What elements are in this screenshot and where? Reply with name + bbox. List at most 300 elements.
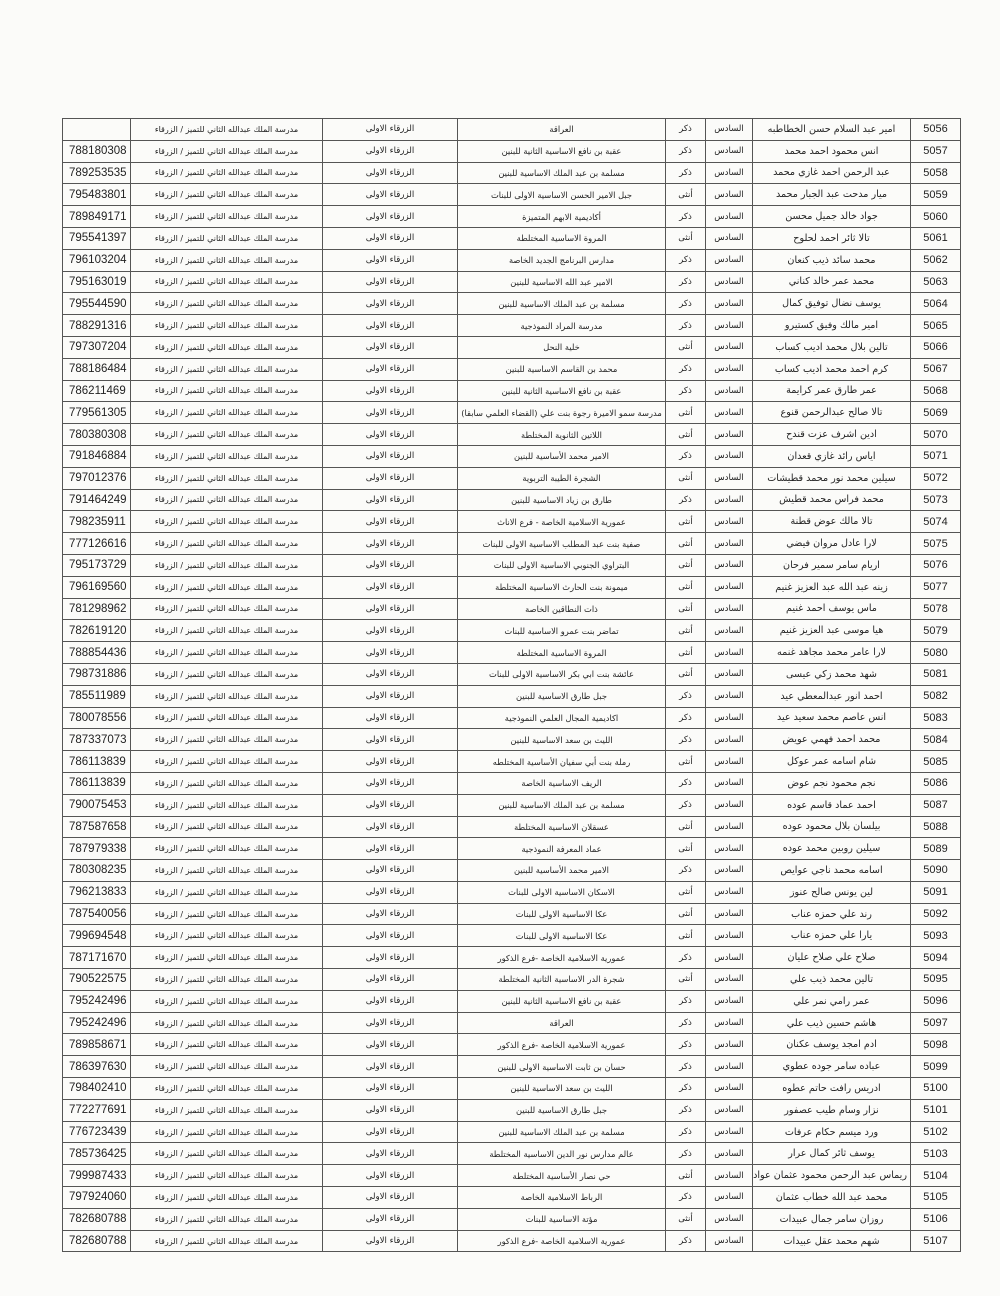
grade: السادس: [706, 380, 753, 402]
directorate: الزرقاء الاولى: [323, 751, 458, 773]
gender: أنثى: [666, 533, 706, 555]
directorate: الزرقاء الاولى: [323, 424, 458, 446]
grade: السادس: [706, 751, 753, 773]
gender: أنثى: [666, 184, 706, 206]
student-name: لين يونس صالح عنوز: [753, 881, 911, 903]
grade: السادس: [706, 424, 753, 446]
exam-center: مدرسة الملك عبدالله الثاني للتميز / الزرقاء: [131, 271, 323, 293]
directorate: الزرقاء الاولى: [323, 685, 458, 707]
grade: السادس: [706, 576, 753, 598]
student-name: سيلين محمد نور محمد قطيشات: [753, 467, 911, 489]
phone-number: 777126616: [63, 533, 131, 555]
exam-center: مدرسة الملك عبدالله الثاني للتميز / الزرقاء: [131, 729, 323, 751]
school-name: اكاديمية المجال العلمي النموذجية: [458, 707, 666, 729]
table-row: [63, 1208, 961, 1230]
gender: ذكر: [666, 358, 706, 380]
exam-center: مدرسة الملك عبدالله الثاني للتميز / الزرقاء: [131, 576, 323, 598]
phone-number: 787337073: [63, 729, 131, 751]
phone-number: 782680788: [63, 1208, 131, 1230]
exam-center: مدرسة الملك عبدالله الثاني للتميز / الزرقاء: [131, 402, 323, 424]
gender: أنثى: [666, 424, 706, 446]
school-name: شجرة الدر الاساسية الثانية المختلطة: [458, 969, 666, 991]
row-number: 5093: [911, 925, 961, 947]
phone-number: 795173729: [63, 554, 131, 576]
exam-center: مدرسة الملك عبدالله الثاني للتميز / الزرقاء: [131, 227, 323, 249]
row-number: 5095: [911, 969, 961, 991]
school-name: تماضر بنت عمرو الاساسية للبنات: [458, 620, 666, 642]
gender: أنثى: [666, 663, 706, 685]
gender: أنثى: [666, 642, 706, 664]
row-number: 5082: [911, 685, 961, 707]
student-name: محمد عبد الله خطاب عثمان: [753, 1187, 911, 1209]
gender: ذكر: [666, 315, 706, 337]
gender: أنثى: [666, 751, 706, 773]
grade: السادس: [706, 881, 753, 903]
gender: أنثى: [666, 1208, 706, 1230]
row-number: 5097: [911, 1012, 961, 1034]
row-number: 5076: [911, 554, 961, 576]
table-row: [63, 140, 961, 162]
phone-number: 787171670: [63, 947, 131, 969]
exam-center: مدرسة الملك عبدالله الثاني للتميز / الزرقاء: [131, 969, 323, 991]
row-number: 5066: [911, 336, 961, 358]
table-row: [63, 336, 961, 358]
school-name: رملة بنت أبي سفيان الأساسية المختلطه: [458, 751, 666, 773]
phone-number: 788180308: [63, 140, 131, 162]
directorate: الزرقاء الاولى: [323, 576, 458, 598]
row-number: 5098: [911, 1034, 961, 1056]
directorate: الزرقاء الاولى: [323, 162, 458, 184]
student-name: اسامه محمد ناجي عوايص: [753, 860, 911, 882]
table-row: [63, 271, 961, 293]
directorate: الزرقاء الاولى: [323, 969, 458, 991]
exam-center: مدرسة الملك عبدالله الثاني للتميز / الزرقاء: [131, 293, 323, 315]
row-number: 5084: [911, 729, 961, 751]
phone-number: 779561305: [63, 402, 131, 424]
phone-number: 798402410: [63, 1078, 131, 1100]
student-name: امير مالك وفيق كستيرو: [753, 315, 911, 337]
table-row: [63, 838, 961, 860]
row-number: 5099: [911, 1056, 961, 1078]
directorate: الزرقاء الاولى: [323, 227, 458, 249]
grade: السادس: [706, 1121, 753, 1143]
directorate: الزرقاء الاولى: [323, 402, 458, 424]
phone-number: 789858671: [63, 1034, 131, 1056]
student-name: ماس يوسف احمد غنيم: [753, 598, 911, 620]
row-number: 5089: [911, 838, 961, 860]
grade: السادس: [706, 816, 753, 838]
gender: أنثى: [666, 336, 706, 358]
directorate: الزرقاء الاولى: [323, 140, 458, 162]
directorate: الزرقاء الاولى: [323, 467, 458, 489]
table-row: [63, 707, 961, 729]
gender: ذكر: [666, 1187, 706, 1209]
gender: أنثى: [666, 881, 706, 903]
student-name: احمد عماد قاسم عوده: [753, 794, 911, 816]
directorate: الزرقاء الاولى: [323, 947, 458, 969]
gender: أنثى: [666, 1165, 706, 1187]
phone-number: 781298962: [63, 598, 131, 620]
school-name: العراقة: [458, 1012, 666, 1034]
table-row: [63, 947, 961, 969]
phone-number: 799694548: [63, 925, 131, 947]
gender: أنثى: [666, 838, 706, 860]
student-name: تالا ثائر احمد لحلوح: [753, 227, 911, 249]
grade: السادس: [706, 838, 753, 860]
grade: السادس: [706, 685, 753, 707]
row-number: 5078: [911, 598, 961, 620]
exam-center: مدرسة الملك عبدالله الثاني للتميز / الزرقاء: [131, 772, 323, 794]
row-number: 5088: [911, 816, 961, 838]
table-row: [63, 576, 961, 598]
table-row: [63, 511, 961, 533]
row-number: 5092: [911, 903, 961, 925]
gender: ذكر: [666, 772, 706, 794]
phone-number: 787979338: [63, 838, 131, 860]
exam-center: مدرسة الملك عبدالله الثاني للتميز / الزرقاء: [131, 511, 323, 533]
student-name: جواد خالد جميل محسن: [753, 206, 911, 228]
exam-center: مدرسة الملك عبدالله الثاني للتميز / الزرقاء: [131, 598, 323, 620]
school-name: عقبة بن نافع الاساسية الثانية للبنين: [458, 990, 666, 1012]
row-number: 5079: [911, 620, 961, 642]
directorate: الزرقاء الاولى: [323, 860, 458, 882]
gender: ذكر: [666, 1143, 706, 1165]
gender: أنثى: [666, 620, 706, 642]
row-number: 5056: [911, 119, 961, 141]
school-name: الريف الاساسية الخاصة: [458, 772, 666, 794]
grade: السادس: [706, 489, 753, 511]
student-name: روزان سامر جمال عبيدات: [753, 1208, 911, 1230]
gender: ذكر: [666, 990, 706, 1012]
gender: ذكر: [666, 794, 706, 816]
table-row: [63, 794, 961, 816]
student-name: رند علي حمزه عناب: [753, 903, 911, 925]
table-row: [63, 925, 961, 947]
row-number: 5090: [911, 860, 961, 882]
grade: السادس: [706, 533, 753, 555]
grade: السادس: [706, 794, 753, 816]
gender: أنثى: [666, 511, 706, 533]
exam-center: مدرسة الملك عبدالله الثاني للتميز / الزرقاء: [131, 838, 323, 860]
table-row: [63, 1099, 961, 1121]
school-name: العراقة: [458, 119, 666, 141]
student-name: عباده سامر جوده عطوي: [753, 1056, 911, 1078]
exam-center: مدرسة الملك عبدالله الثاني للتميز / الزرقاء: [131, 1143, 323, 1165]
table-row: [63, 206, 961, 228]
row-number: 5057: [911, 140, 961, 162]
exam-center: مدرسة الملك عبدالله الثاني للتميز / الزرقاء: [131, 620, 323, 642]
directorate: الزرقاء الاولى: [323, 119, 458, 141]
school-name: عمورية الاسلامية الخاصة -فرع الذكور: [458, 1034, 666, 1056]
directorate: الزرقاء الاولى: [323, 554, 458, 576]
school-name: طارق بن زياد الاساسية للبنين: [458, 489, 666, 511]
school-name: مسلمة بن عبد الملك الاساسية للبنين: [458, 162, 666, 184]
phone-number: 787587658: [63, 816, 131, 838]
phone-number: 795544590: [63, 293, 131, 315]
gender: أنثى: [666, 402, 706, 424]
grade: السادس: [706, 1099, 753, 1121]
directorate: الزرقاء الاولى: [323, 1187, 458, 1209]
directorate: الزرقاء الاولى: [323, 881, 458, 903]
directorate: الزرقاء الاولى: [323, 315, 458, 337]
school-name: الليث بن سعد الاساسية للبنين: [458, 1078, 666, 1100]
school-name: الامير محمد الأساسية للبنين: [458, 860, 666, 882]
student-name: احمد انور عبدالمعطي عيد: [753, 685, 911, 707]
grade: السادس: [706, 1187, 753, 1209]
gender: أنثى: [666, 925, 706, 947]
exam-center: مدرسة الملك عبدالله الثاني للتميز / الزرقاء: [131, 1230, 323, 1252]
grade: السادس: [706, 1230, 753, 1252]
row-number: 5083: [911, 707, 961, 729]
school-name: مدرسة سمو الاميرة رجوة بنت علي (القضاء العلمي سابقا): [458, 402, 666, 424]
directorate: الزرقاء الاولى: [323, 816, 458, 838]
directorate: الزرقاء الاولى: [323, 533, 458, 555]
directorate: الزرقاء الاولى: [323, 1078, 458, 1100]
directorate: الزرقاء الاولى: [323, 1012, 458, 1034]
school-name: الامير عبد الله الاساسية للبنين: [458, 271, 666, 293]
school-name: عماد المعرفة النموذجية: [458, 838, 666, 860]
grade: السادس: [706, 729, 753, 751]
school-name: أكاديمية الابهم المتميزة: [458, 206, 666, 228]
table-row: [63, 685, 961, 707]
school-name: الامير محمد الأساسية للبنين: [458, 445, 666, 467]
gender: ذكر: [666, 1056, 706, 1078]
grade: السادس: [706, 947, 753, 969]
row-number: 5070: [911, 424, 961, 446]
gender: ذكر: [666, 1121, 706, 1143]
directorate: الزرقاء الاولى: [323, 1143, 458, 1165]
gender: ذكر: [666, 206, 706, 228]
gender: أنثى: [666, 598, 706, 620]
student-name: ادريس رافت حاتم عطوه: [753, 1078, 911, 1100]
school-name: مؤتة الاساسية للبنات: [458, 1208, 666, 1230]
exam-center: مدرسة الملك عبدالله الثاني للتميز / الزرقاء: [131, 380, 323, 402]
gender: ذكر: [666, 140, 706, 162]
student-name: اياس رائد غازي قعدان: [753, 445, 911, 467]
student-name: شهم محمد عقل عبيدات: [753, 1230, 911, 1252]
table-row: [63, 642, 961, 664]
phone-number: 795163019: [63, 271, 131, 293]
school-name: جبل طارق الاساسية للبنين: [458, 685, 666, 707]
phone-number: 797307204: [63, 336, 131, 358]
exam-center: مدرسة الملك عبدالله الثاني للتميز / الزرقاء: [131, 642, 323, 664]
grade: السادس: [706, 554, 753, 576]
row-number: 5077: [911, 576, 961, 598]
school-name: حي نصار الأساسية المختلطة: [458, 1165, 666, 1187]
school-name: محمد بن القاسم الاساسية للبنين: [458, 358, 666, 380]
phone-number: 798731886: [63, 663, 131, 685]
exam-center: مدرسة الملك عبدالله الثاني للتميز / الزرقاء: [131, 206, 323, 228]
grade: السادس: [706, 663, 753, 685]
phone-number: 797924060: [63, 1187, 131, 1209]
school-name: مسلمة بن عبد الملك الاساسية للبنين: [458, 794, 666, 816]
student-name: عمر رامي نمر علي: [753, 990, 911, 1012]
phone-number: 789253535: [63, 162, 131, 184]
row-number: 5069: [911, 402, 961, 424]
exam-center: مدرسة الملك عبدالله الثاني للتميز / الزرقاء: [131, 489, 323, 511]
table-row: [63, 1034, 961, 1056]
row-number: 5075: [911, 533, 961, 555]
phone-number: 785736425: [63, 1143, 131, 1165]
gender: ذكر: [666, 249, 706, 271]
student-list-sheet: [62, 118, 960, 1252]
grade: السادس: [706, 445, 753, 467]
directorate: الزرقاء الاولى: [323, 663, 458, 685]
grade: السادس: [706, 162, 753, 184]
student-name: محمد احمد فهمي عويض: [753, 729, 911, 751]
grade: السادس: [706, 642, 753, 664]
school-name: الرباط الاسلامية الخاصة: [458, 1187, 666, 1209]
table-row: [63, 184, 961, 206]
gender: أنثى: [666, 467, 706, 489]
school-name: جبل طارق الاساسية للبنين: [458, 1099, 666, 1121]
school-name: عقبة بن نافع الاساسية الثانية للبنين: [458, 380, 666, 402]
table-row: [63, 315, 961, 337]
directorate: الزرقاء الاولى: [323, 358, 458, 380]
grade: السادس: [706, 990, 753, 1012]
row-number: 5059: [911, 184, 961, 206]
directorate: الزرقاء الاولى: [323, 903, 458, 925]
exam-center: مدرسة الملك عبدالله الثاني للتميز / الزرقاء: [131, 445, 323, 467]
table-row: [63, 1056, 961, 1078]
row-number: 5105: [911, 1187, 961, 1209]
grade: السادس: [706, 227, 753, 249]
gender: أنثى: [666, 554, 706, 576]
student-name: شهد محمد زكي عيسى: [753, 663, 911, 685]
phone-number: 797012376: [63, 467, 131, 489]
school-name: حسان بن ثابت الاساسية الاولى للبنين: [458, 1056, 666, 1078]
gender: ذكر: [666, 380, 706, 402]
table-row: [63, 467, 961, 489]
row-number: 5065: [911, 315, 961, 337]
row-number: 5106: [911, 1208, 961, 1230]
table-row: [63, 816, 961, 838]
student-name: محمد سائد ذيب كنعان: [753, 249, 911, 271]
directorate: الزرقاء الاولى: [323, 249, 458, 271]
exam-center: مدرسة الملك عبدالله الثاني للتميز / الزرقاء: [131, 925, 323, 947]
gender: ذكر: [666, 489, 706, 511]
table-row: [63, 445, 961, 467]
exam-center: مدرسة الملك عبدالله الثاني للتميز / الزرقاء: [131, 751, 323, 773]
table-row: [63, 119, 961, 141]
exam-center: مدرسة الملك عبدالله الثاني للتميز / الزرقاء: [131, 1099, 323, 1121]
school-name: البتراوي الجنوبي الاساسية الاولى للبنات: [458, 554, 666, 576]
table-row: [63, 424, 961, 446]
phone-number: 780308235: [63, 860, 131, 882]
student-name: محمد فراس محمد قطيش: [753, 489, 911, 511]
table-row: [63, 990, 961, 1012]
exam-center: مدرسة الملك عبدالله الثاني للتميز / الزرقاء: [131, 119, 323, 141]
student-name: بيلسان بلال محمود عوده: [753, 816, 911, 838]
table-row: [63, 1078, 961, 1100]
grade: السادس: [706, 467, 753, 489]
student-name: انس محمود احمد محمد: [753, 140, 911, 162]
student-name: تالين محمد ذيب علي: [753, 969, 911, 991]
school-name: عمورية الاسلامية الخاصة -فرع الذكور: [458, 1230, 666, 1252]
table-row: [63, 1121, 961, 1143]
exam-center: مدرسة الملك عبدالله الثاني للتميز / الزرقاء: [131, 903, 323, 925]
directorate: الزرقاء الاولى: [323, 445, 458, 467]
school-name: مدارس البرنامج الجديد الخاصة: [458, 249, 666, 271]
table-row: [63, 227, 961, 249]
row-number: 5107: [911, 1230, 961, 1252]
directorate: الزرقاء الاولى: [323, 380, 458, 402]
exam-center: مدرسة الملك عبدالله الثاني للتميز / الزرقاء: [131, 707, 323, 729]
school-name: صفية بنت عبد المطلب الاساسية الاولى للبنات: [458, 533, 666, 555]
directorate: الزرقاء الاولى: [323, 772, 458, 794]
directorate: الزرقاء الاولى: [323, 489, 458, 511]
phone-number: 782680788: [63, 1230, 131, 1252]
phone-number: 780380308: [63, 424, 131, 446]
exam-center: مدرسة الملك عبدالله الثاني للتميز / الزرقاء: [131, 685, 323, 707]
gender: أنثى: [666, 227, 706, 249]
row-number: 5067: [911, 358, 961, 380]
exam-center: مدرسة الملك عبدالله الثاني للتميز / الزرقاء: [131, 1121, 323, 1143]
exam-center: مدرسة الملك عبدالله الثاني للتميز / الزرقاء: [131, 336, 323, 358]
grade: السادس: [706, 620, 753, 642]
row-number: 5096: [911, 990, 961, 1012]
phone-number: 776723439: [63, 1121, 131, 1143]
student-name: ادم امجد يوسف عكنان: [753, 1034, 911, 1056]
row-number: 5064: [911, 293, 961, 315]
exam-center: مدرسة الملك عبدالله الثاني للتميز / الزرقاء: [131, 1208, 323, 1230]
student-name: يارا علي حمزه عناب: [753, 925, 911, 947]
directorate: الزرقاء الاولى: [323, 1208, 458, 1230]
grade: السادس: [706, 184, 753, 206]
student-name: ميار مدحت عبد الجبار محمد: [753, 184, 911, 206]
table-row: [63, 1012, 961, 1034]
phone-number: 790075453: [63, 794, 131, 816]
table-row: [63, 1143, 961, 1165]
student-name: عمر طارق عمر كرايمة: [753, 380, 911, 402]
grade: السادس: [706, 903, 753, 925]
student-name: ورد ميسم حكام عرفات: [753, 1121, 911, 1143]
school-name: عائشة بنت ابي بكر الاساسية الاولى للبنات: [458, 663, 666, 685]
gender: ذكر: [666, 1099, 706, 1121]
table-row: [63, 598, 961, 620]
school-name: عكا الاساسية الاولى للبنات: [458, 925, 666, 947]
school-name: الاسكان الاساسية الاولى للبنات: [458, 881, 666, 903]
student-name: هاشم حسين ذيب علي: [753, 1012, 911, 1034]
exam-center: مدرسة الملك عبدالله الثاني للتميز / الزرقاء: [131, 424, 323, 446]
row-number: 5094: [911, 947, 961, 969]
phone-number: 786113839: [63, 772, 131, 794]
phone-number: 795242496: [63, 1012, 131, 1034]
school-name: المروة الاساسية المختلطة: [458, 227, 666, 249]
row-number: 5100: [911, 1078, 961, 1100]
directorate: الزرقاء الاولى: [323, 1056, 458, 1078]
directorate: الزرقاء الاولى: [323, 598, 458, 620]
student-name: نجم محمود نجم عوض: [753, 772, 911, 794]
phone-number: 796169560: [63, 576, 131, 598]
school-name: مسلمة بن عبد الملك الاساسية للبنين: [458, 1121, 666, 1143]
row-number: 5072: [911, 467, 961, 489]
student-name: يوسف نضال توفيق كمال: [753, 293, 911, 315]
directorate: الزرقاء الاولى: [323, 511, 458, 533]
exam-center: مدرسة الملك عبدالله الثاني للتميز / الزرقاء: [131, 990, 323, 1012]
table-row: [63, 1165, 961, 1187]
grade: السادس: [706, 772, 753, 794]
gender: أنثى: [666, 816, 706, 838]
directorate: الزرقاء الاولى: [323, 293, 458, 315]
table-row: [63, 860, 961, 882]
phone-number: 788186484: [63, 358, 131, 380]
student-name: كرم احمد محمد اديب كساب: [753, 358, 911, 380]
gender: ذكر: [666, 729, 706, 751]
phone-number: 786397630: [63, 1056, 131, 1078]
row-number: 5102: [911, 1121, 961, 1143]
students-table: [62, 118, 961, 1252]
